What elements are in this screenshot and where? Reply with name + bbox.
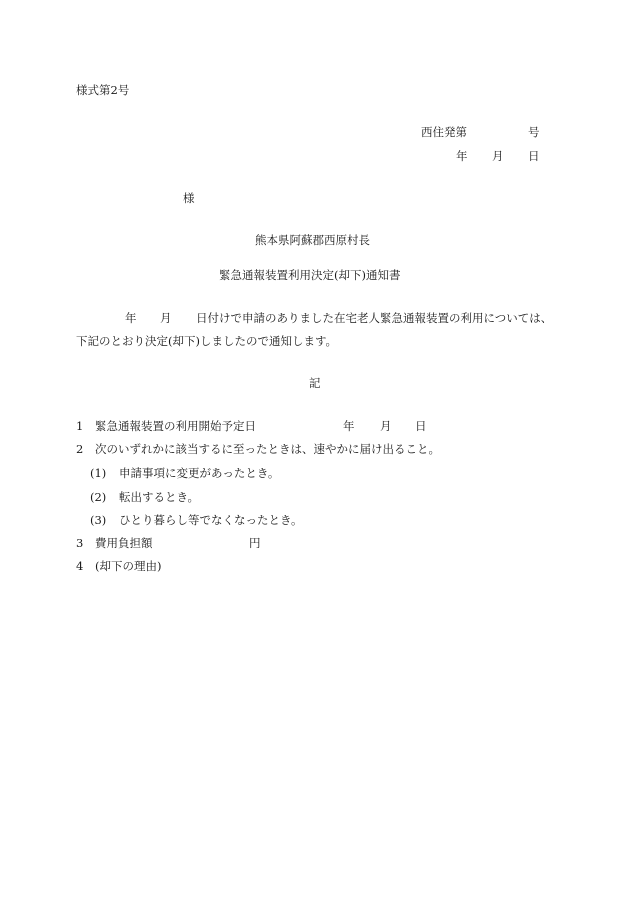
issuer: 熊本県阿蘇郡西原村長 xyxy=(255,233,370,247)
sub-item-1-number: (1) xyxy=(90,466,107,480)
body-line-2: 下記のとおり決定(却下)しましたので通知します。 xyxy=(76,334,338,348)
date-year: 年 xyxy=(456,149,468,163)
item-3-label: 費用負担額 xyxy=(95,536,153,550)
body-month: 月 xyxy=(160,311,172,325)
document-number-suffix: 号 xyxy=(528,125,540,139)
item-1-month: 月 xyxy=(380,419,392,433)
sub-item-1-label: 申請事項に変更があったとき。 xyxy=(119,466,280,480)
item-1-day: 日 xyxy=(415,419,427,433)
item-4-number: 4 xyxy=(76,559,84,573)
item-4-label: (却下の理由) xyxy=(95,559,162,573)
sub-item-2-number: (2) xyxy=(90,490,107,504)
item-1-label: 緊急通報装置の利用開始予定日 xyxy=(95,419,256,433)
document-number-prefix: 西住発第 xyxy=(421,125,467,139)
item-2-label: 次のいずれかに該当するに至ったときは、速やかに届け出ること。 xyxy=(95,442,440,456)
body-line-1: 日付けで申請のありました在宅老人緊急通報装置の利用については、 xyxy=(196,311,553,325)
item-1-year: 年 xyxy=(343,419,355,433)
document-title: 緊急通報装置利用決定(却下)通知書 xyxy=(219,268,401,282)
ki-heading: 記 xyxy=(309,376,321,390)
sub-item-3-number: (3) xyxy=(90,513,107,527)
item-3-number: 3 xyxy=(76,536,84,550)
recipient-suffix: 様 xyxy=(183,191,195,205)
item-3-unit: 円 xyxy=(249,536,261,550)
body-year: 年 xyxy=(125,311,137,325)
sub-item-2-label: 転出するとき。 xyxy=(119,490,200,504)
item-2-number: 2 xyxy=(76,442,84,456)
date-day: 日 xyxy=(528,149,540,163)
date-month: 月 xyxy=(492,149,504,163)
item-1-number: 1 xyxy=(76,419,84,433)
form-number: 様式第2号 xyxy=(76,83,130,97)
sub-item-3-label: ひとり暮らし等でなくなったとき。 xyxy=(119,513,303,527)
